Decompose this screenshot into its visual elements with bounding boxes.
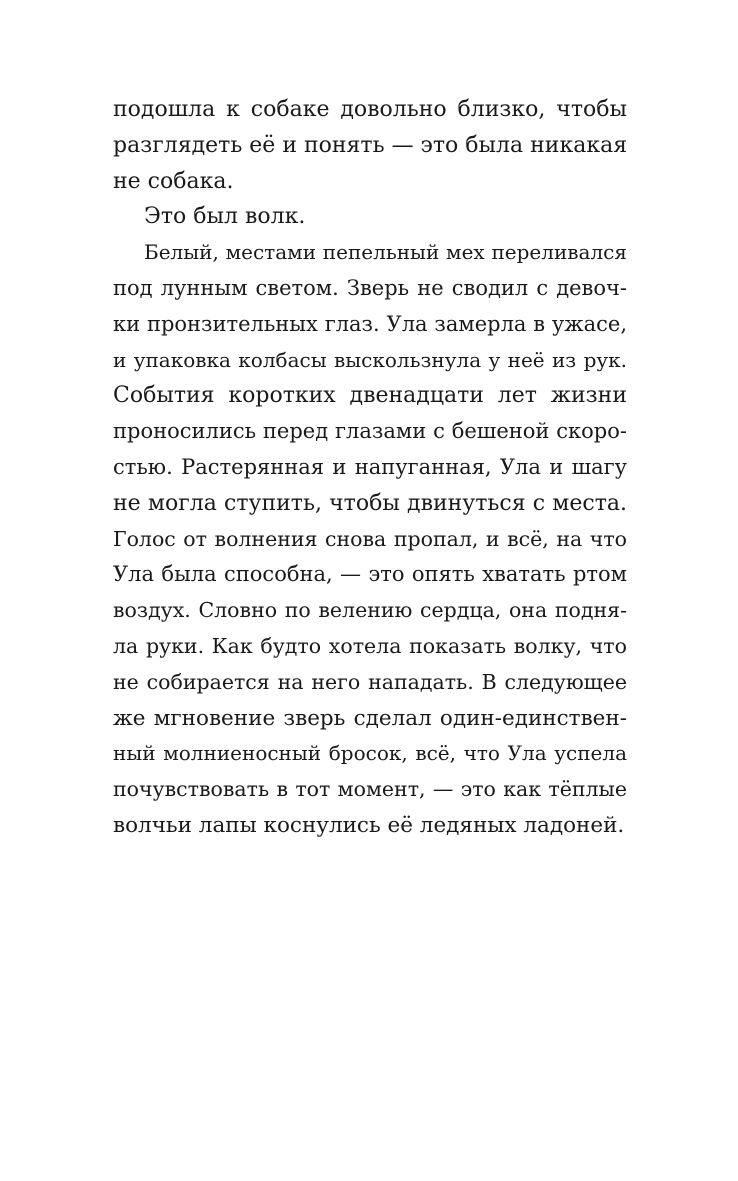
text-line: проносились перед глазами с бешеной скоро- [113,419,627,444]
text-line: разглядеть её и понять — это была никакая [113,132,627,158]
text-line: не собирается на него нападать. В следующее [113,669,627,694]
text-line: почувствовать в тот момент, — это как тёплые [113,777,627,802]
text-line: Голос от волнения снова пропал, и всё, на что [113,526,627,551]
text-line: Ула была способна, — это опять хватать ртом [113,562,627,587]
text-line: стью. Растерянная и напуганная, Ула и шагу [113,454,627,479]
text-line: воздух. Словно по велению сердца, она подня- [113,598,627,623]
text-line: Белый, местами пепельный мех переливался [144,240,627,265]
text-line: и упаковка колбасы выскользнула у неё из рук. [113,347,627,372]
text-line: События коротких двенадцати лет жизни [113,383,627,409]
text-line: же мгновение зверь сделал один-единствен- [113,705,627,731]
body-text [113,92,627,844]
text-line: волчьи лапы коснулись её ледяных ладоней. [113,812,625,838]
text-line: под лунным светом. Зверь не сводил с девоч- [113,275,627,300]
text-line: ла руки. Как будто хотела показать волку, что [113,633,627,658]
text-line: ки пронзительных глаз. Ула замерла в ужасе, [113,311,627,336]
text-line: ный молниеносный бросок, всё, что Ула успела [113,741,627,766]
text-line: Это был волк. [144,204,306,230]
text-line: подошла к собаке довольно близко, чтобы [113,97,627,122]
text-line: не собака. [113,168,234,194]
text-line: не могла ступить, чтобы двинуться с места. [113,490,627,516]
